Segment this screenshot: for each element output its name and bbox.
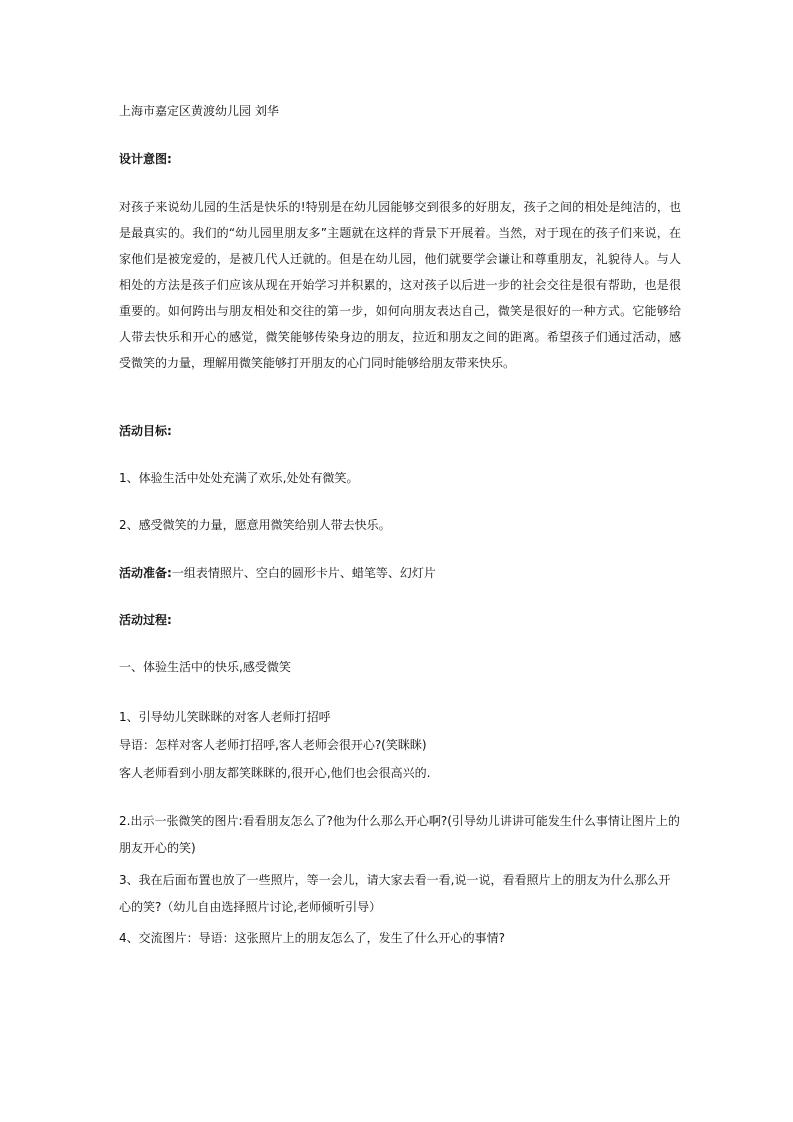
step-4: 4、交流图片：导语：这张照片上的朋友怎么了，发生了什么开心的事情? bbox=[119, 931, 506, 945]
goals-heading: 活动目标: bbox=[119, 424, 172, 438]
step-3: 3、我在后面布置也放了一些照片，等一会儿，请大家去看一看,说一说，看看照片上的朋友为什么那么开心的笑?（幼儿自由选择照片讨论,老师倾听引导） bbox=[119, 873, 671, 914]
goal-item-1: 1、体验生活中处处充满了欢乐,处处有微笑。 bbox=[119, 471, 359, 485]
step-1-guide: 导语：怎样对客人老师打招呼,客人老师会很开心?(笑眯眯) bbox=[119, 738, 427, 752]
section-1-title: 一、体验生活中的快乐,感受微笑 bbox=[119, 660, 291, 674]
process-heading: 活动过程: bbox=[119, 613, 172, 627]
design-intent-body: 对孩子来说幼儿园的生活是快乐的!特别是在幼儿园能够交到很多的好朋友，孩子之间的相处是纯洁的，也是最真实的。我们的“幼儿园里朋友多”主题就在这样的背景下开展着。当然，对于现在的孩子们来说，在家他们是被宠爱的，是被几代人迁就的。但是在幼儿园，他们就要学会谦让和尊重朋友，礼貌待人。与人相处的方法是孩子们应该从现在开始学习并积累的，这对孩子以后进一步的社会交往是很有帮助，也是很重要的。如何跨出与朋友相处和交往的第一步，如何向朋友表达自己，微笑是很好的一种方式。它能够给人带去快乐和开心的感觉，微笑能够传染身边的朋友，拉近和朋友之间的距离。希望孩子们通过活动，感受微笑的力量，理解用微笑能够打开朋友的心门同时能够给朋友带来快乐。 bbox=[119, 200, 681, 370]
author-line: 上海市嘉定区黄渡幼儿园 刘华 bbox=[119, 104, 279, 118]
step-1-note: 客人老师看到小朋友都笑眯眯的,很开心,他们也会很高兴的. bbox=[119, 766, 431, 780]
step-1: 1、引导幼儿笑眯眯的对客人老师打招呼 bbox=[119, 710, 331, 724]
preparation-line bbox=[119, 565, 679, 581]
preparation-label: 活动准备: bbox=[119, 566, 172, 580]
design-intent-heading: 设计意图: bbox=[119, 152, 172, 166]
goal-item-2: 2、感受微笑的力量，愿意用微笑给别人带去快乐。 bbox=[119, 518, 391, 532]
preparation-text: 一组表情照片、空白的圆形卡片、蜡笔等、幻灯片 bbox=[171, 566, 436, 580]
step-2: 2.出示一张微笑的图片:看看朋友怎么了?他为什么那么开心啊?(引导幼儿讲讲可能发生什么事情让图片上的朋友开心的笑) bbox=[119, 814, 680, 855]
